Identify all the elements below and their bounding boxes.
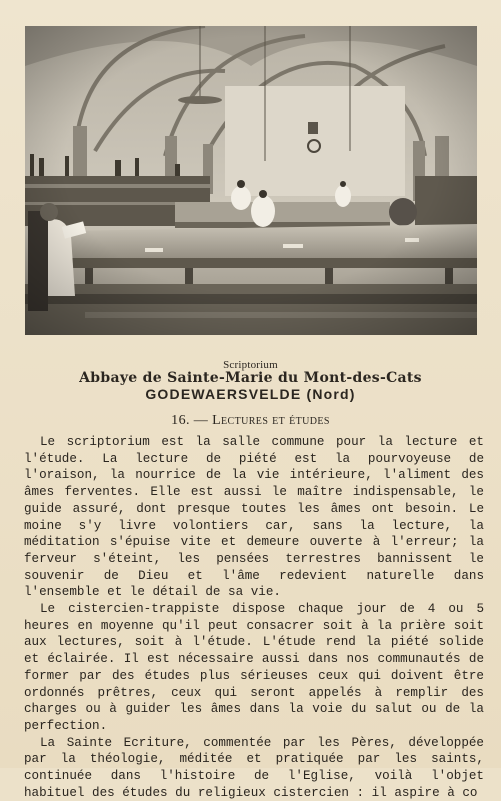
caption-place: GODEWAERSVELDE (Nord) (145, 386, 356, 402)
scriptorium-photograph (25, 26, 477, 335)
body-text (24, 434, 484, 801)
section-number: 16. — (171, 413, 209, 428)
section-title: Lectures et études (212, 413, 330, 428)
paragraph-1: Le scriptorium est la salle commune pour la lecture et l'étude. La lecture de piété est la pourvoyeuse de l'oraison, la nourrice de la vie intérieure, l'aliment des âmes ferventes. Elle est aussi le maître indispensable, le guide assuré, dont presque toutes les âmes ont besoin. Le moine s'y livre volontiers car, sans la lecture, la méditation s'épuise vite et demeure ouverte à l'erreur; la ferveur s'éteint, les pensées terrestres bannissent le souvenir de Dieu et l'âme redevient naturelle dans l'ensemble et le détail de sa vie. (24, 435, 484, 600)
caption-abbey-name: Abbaye de Sainte-Marie du Mont-des-Cats (79, 370, 422, 386)
paragraph-3: La Sainte Ecriture, commentée par les Pères, développée par la théologie, méditée et pratiquée par les saints, continuée dans l'histoire de l'Eglise, voilà l'objet habituel des études du religieux cistercien : il aspire à co (24, 735, 484, 800)
paragraph-2: Le cistercien-trappiste dispose chaque jour de 4 ou 5 heures en moyenne qu'il peut consacrer soit à la prière soit aux lectures, soit à l'étude. L'étude rend la piété solide et éclairée. Il est nécessaire aussi dans nos communautés de former par des études plus sérieuses ceux qui doivent être ordonnés prêtres, ceux qui seront appelés à remplir des charges ou à guider les âmes dans la voie du salut ou de la perfection. (24, 602, 484, 733)
caption-scriptorium: Scriptorium (223, 359, 278, 371)
section-heading (0, 413, 501, 429)
